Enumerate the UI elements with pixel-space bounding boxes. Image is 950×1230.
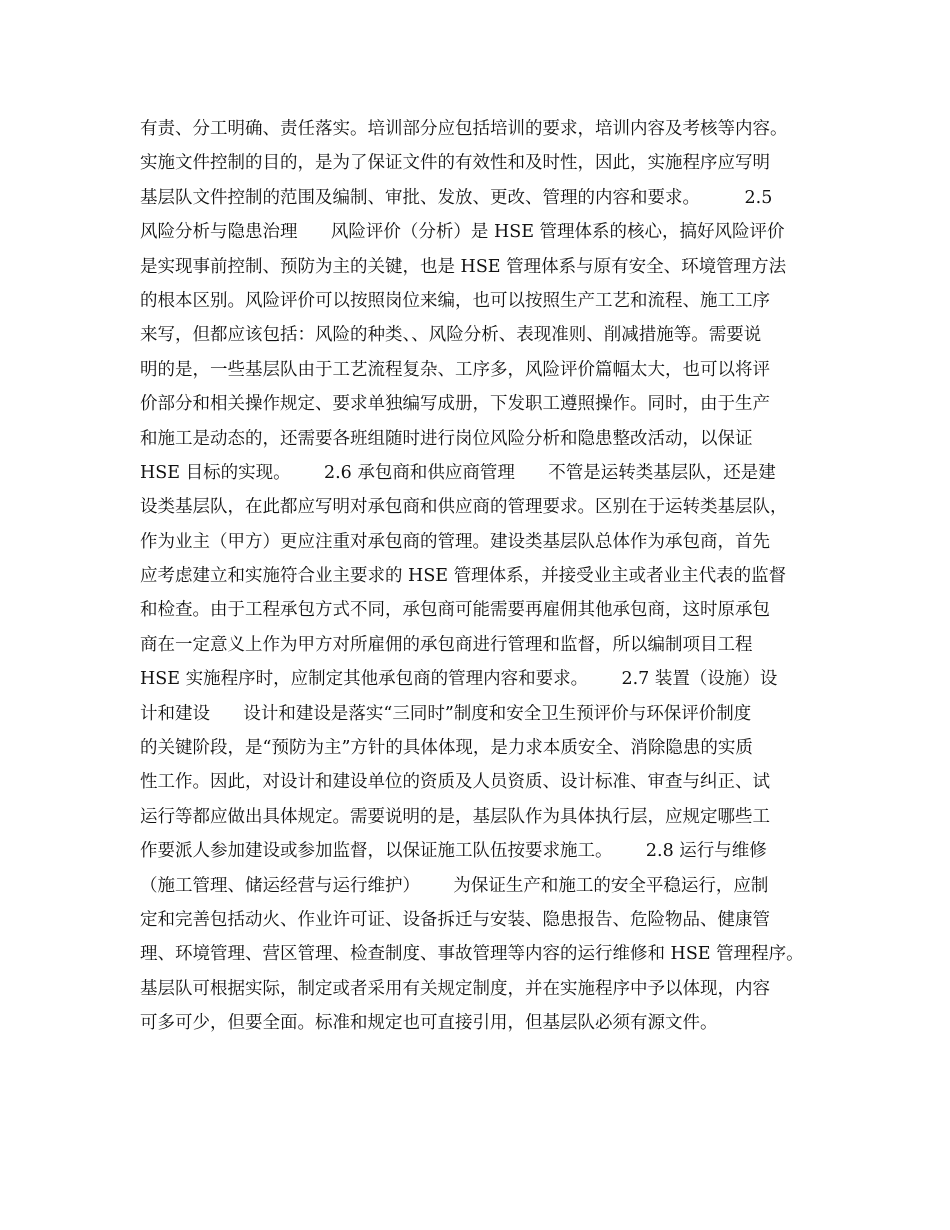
text-line: 性工作。因此，对设计和建设单位的资质及人员资质、设计标准、审查与纠正、试	[140, 772, 770, 793]
body-text	[140, 112, 820, 1041]
text-line: 的关键阶段，是“预防为主”方针的具体体现，是力求本质安全、消除隐患的实质	[140, 738, 753, 759]
text-line: 是实现事前控制、预防为主的关键，也是 HSE 管理体系与原有安全、环境管理方法	[140, 256, 787, 277]
text-line: 运行等都应做出具体规定。需要说明的是，基层队作为具体执行层，应规定哪些工	[140, 806, 770, 827]
text-line: 应考虑建立和实施符合业主要求的 HSE 管理体系，并接受业主或者业主代表的监督	[140, 566, 787, 587]
text-line: 来写，但都应该包括：风险的种类、、风险分析、表现准则、削减措施等。需要说	[140, 325, 762, 346]
text-line: 理、环境管理、营区管理、检查制度、事故管理等内容的运行维修和 HSE 管理程序。	[140, 944, 804, 965]
text-line: 和施工是动态的，还需要各班组随时进行岗位风险分析和隐患整改活动，以保证	[140, 428, 753, 449]
text-line: 实施文件控制的目的，是为了保证文件的有效性和及时性，因此，实施程序应写明	[140, 153, 770, 174]
text-line: 的根本区别。风险评价可以按照岗位来编，也可以按照生产工艺和流程、施工工序	[140, 290, 770, 311]
text-line: 风险分析与隐患治理 风险评价（分析）是 HSE 管理体系的核心，搞好风险评价	[140, 222, 785, 243]
text-line: HSE 实施程序时，应制定其他承包商的管理内容和要求。 2.7 装置（设施）设	[140, 669, 778, 690]
text-line: 明的是，一些基层队由于工艺流程复杂、工序多，风险评价篇幅太大，也可以将评	[140, 359, 770, 380]
text-line: 基层队可根据实际，制定或者采用有关规定制度，并在实施程序中予以体现，内容	[140, 978, 770, 999]
text-line: 和检查。由于工程承包方式不同，承包商可能需要再雇佣其他承包商，这时原承包	[140, 600, 770, 621]
text-line: 价部分和相关操作规定、要求单独编写成册，下发职工遵照操作。同时，由于生产	[140, 394, 770, 415]
text-line: 作要派人参加建设或参加监督，以保证施工队伍按要求施工。 2.8 运行与维修	[140, 841, 767, 862]
text-line: 可多可少，但要全面。标准和规定也可直接引用，但基层队必须有源文件。	[140, 1013, 718, 1034]
text-line: 基层队文件控制的范围及编制、审批、发放、更改、管理的内容和要求。 2.5	[140, 187, 773, 208]
text-line: 设类基层队，在此都应写明对承包商和供应商的管理要求。区别在于运转类基层队，	[140, 497, 788, 518]
text-line: 有责、分工明确、责任落实。培训部分应包括培训的要求，培训内容及考核等内容。	[140, 119, 788, 139]
text-line: HSE 目标的实现。 2.6 承包商和供应商管理 不管是运转类基层队，还是建	[140, 462, 776, 483]
text-line: 计和建设 设计和建设是落实“三同时”制度和安全卫生预评价与环保评价制度	[140, 703, 752, 724]
text-line: 定和完善包括动火、作业许可证、设备拆迁与安装、隐患报告、危险物品、健康管	[140, 909, 770, 930]
text-line: 作为业主（甲方）更应注重对承包商的管理。建设类基层队总体作为承包商，首先	[140, 531, 770, 552]
text-line: （施工管理、储运经营与运行维护） 为保证生产和施工的安全平稳运行，应制	[140, 875, 769, 896]
text-line: 商在一定意义上作为甲方对所雇佣的承包商进行管理和监督，所以编制项目工程	[140, 634, 753, 655]
